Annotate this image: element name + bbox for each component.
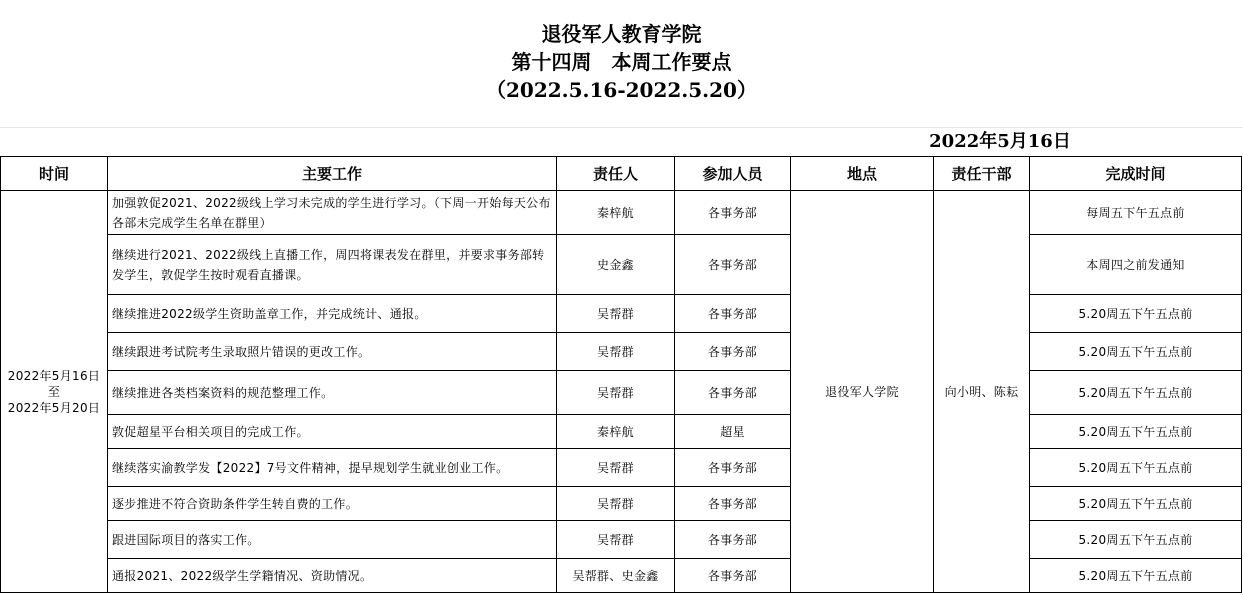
table-row (1, 521, 1242, 559)
work-plan-table (0, 156, 1242, 593)
column-header-location[interactable]: 地点 (791, 157, 934, 191)
table-row (1, 191, 1242, 235)
task-cell[interactable]: 通报2021、2022级学生学籍情况、资助情况。 (108, 559, 557, 593)
owner-cell[interactable]: 吴帮群 (557, 449, 675, 487)
deadline-cell[interactable]: 5.20周五下午五点前 (1030, 371, 1242, 415)
column-header-owner[interactable]: 责任人 (557, 157, 675, 191)
deadline-cell[interactable]: 5.20周五下午五点前 (1030, 333, 1242, 371)
task-cell[interactable]: 跟进国际项目的落实工作。 (108, 521, 557, 559)
deadline-cell[interactable]: 5.20周五下午五点前 (1030, 449, 1242, 487)
column-header-participants[interactable]: 参加人员 (675, 157, 791, 191)
deadline-cell[interactable]: 5.20周五下午五点前 (1030, 521, 1242, 559)
task-cell[interactable]: 加强敦促2021、2022级线上学习未完成的学生进行学习。（下周一开始每天公布各部未完成学生名单在群里） (108, 191, 557, 235)
title-block (0, 20, 1243, 104)
column-header-time[interactable]: 时间 (1, 157, 108, 191)
owner-cell[interactable]: 吴帮群 (557, 295, 675, 333)
deadline-cell[interactable]: 5.20周五下午五点前 (1030, 559, 1242, 593)
task-cell[interactable]: 继续推进各类档案资料的规范整理工作。 (108, 371, 557, 415)
deadline-cell[interactable]: 5.20周五下午五点前 (1030, 487, 1242, 521)
column-header-cadre[interactable]: 责任干部 (934, 157, 1030, 191)
participants-cell[interactable]: 各事务部 (675, 521, 791, 559)
participants-cell[interactable]: 各事务部 (675, 235, 791, 295)
task-cell[interactable]: 继续落实渝教学发【2022】7号文件精神，提早规划学生就业创业工作。 (108, 449, 557, 487)
institution-title: 退役军人教育学院 (541, 22, 702, 46)
task-cell[interactable]: 继续跟进考试院考生录取照片错误的更改工作。 (108, 333, 557, 371)
header-divider (0, 127, 1243, 128)
owner-cell[interactable]: 吴帮群 (557, 521, 675, 559)
participants-cell[interactable]: 各事务部 (675, 191, 791, 235)
owner-cell[interactable]: 吴帮群 (557, 333, 675, 371)
owner-cell[interactable]: 秦梓航 (557, 191, 675, 235)
time-start: 2022年5月16日 (7, 368, 101, 383)
participants-cell[interactable]: 各事务部 (675, 487, 791, 521)
deadline-cell[interactable]: 5.20周五下午五点前 (1030, 295, 1242, 333)
deadline-cell[interactable]: 本周四之前发通知 (1030, 235, 1242, 295)
table-row (1, 449, 1242, 487)
task-cell[interactable]: 敦促超星平台相关项目的完成工作。 (108, 415, 557, 449)
participants-cell[interactable]: 各事务部 (675, 333, 791, 371)
task-cell[interactable]: 继续推进2022级学生资助盖章工作，并完成统计、通报。 (108, 295, 557, 333)
participants-cell[interactable]: 超星 (675, 415, 791, 449)
cadre-cell[interactable]: 向小明、陈耘 (934, 191, 1030, 593)
owner-cell[interactable]: 吴帮群 (557, 487, 675, 521)
task-cell[interactable]: 继续进行2021、2022级线上直播工作，周四将课表发在群里，并要求事务部转发学生，敦促学生按时观看直播课。 (108, 235, 557, 295)
owner-cell[interactable]: 秦梓航 (557, 415, 675, 449)
owner-cell[interactable]: 吴帮群 (557, 371, 675, 415)
column-header-deadline[interactable]: 完成时间 (1030, 157, 1242, 191)
time-range-cell[interactable] (1, 191, 108, 593)
participants-cell[interactable]: 各事务部 (675, 295, 791, 333)
column-header-main-work[interactable]: 主要工作 (108, 157, 557, 191)
owner-cell[interactable]: 吴帮群、史金鑫 (557, 559, 675, 593)
location-cell[interactable]: 退役军人学院 (791, 191, 934, 593)
date-range-title: （2022.5.16-2022.5.20） (486, 78, 757, 102)
participants-cell[interactable]: 各事务部 (675, 559, 791, 593)
table-row (1, 487, 1242, 521)
table-row (1, 371, 1242, 415)
table-row (1, 235, 1242, 295)
time-end: 2022年5月20日 (7, 400, 101, 415)
table-row (1, 415, 1242, 449)
week-title: 第十四周 本周工作要点 (511, 50, 732, 74)
table-row (1, 295, 1242, 333)
owner-cell[interactable]: 史金鑫 (557, 235, 675, 295)
table-row (1, 333, 1242, 371)
table-header-row (1, 157, 1242, 191)
deadline-cell[interactable]: 5.20周五下午五点前 (1030, 415, 1242, 449)
task-cell[interactable]: 逐步推进不符合资助条件学生转自费的工作。 (108, 487, 557, 521)
report-date: 2022年5月16日 (929, 131, 1071, 152)
time-separator: 至 (47, 384, 61, 399)
participants-cell[interactable]: 各事务部 (675, 371, 791, 415)
participants-cell[interactable]: 各事务部 (675, 449, 791, 487)
table-row (1, 559, 1242, 593)
deadline-cell[interactable]: 每周五下午五点前 (1030, 191, 1242, 235)
